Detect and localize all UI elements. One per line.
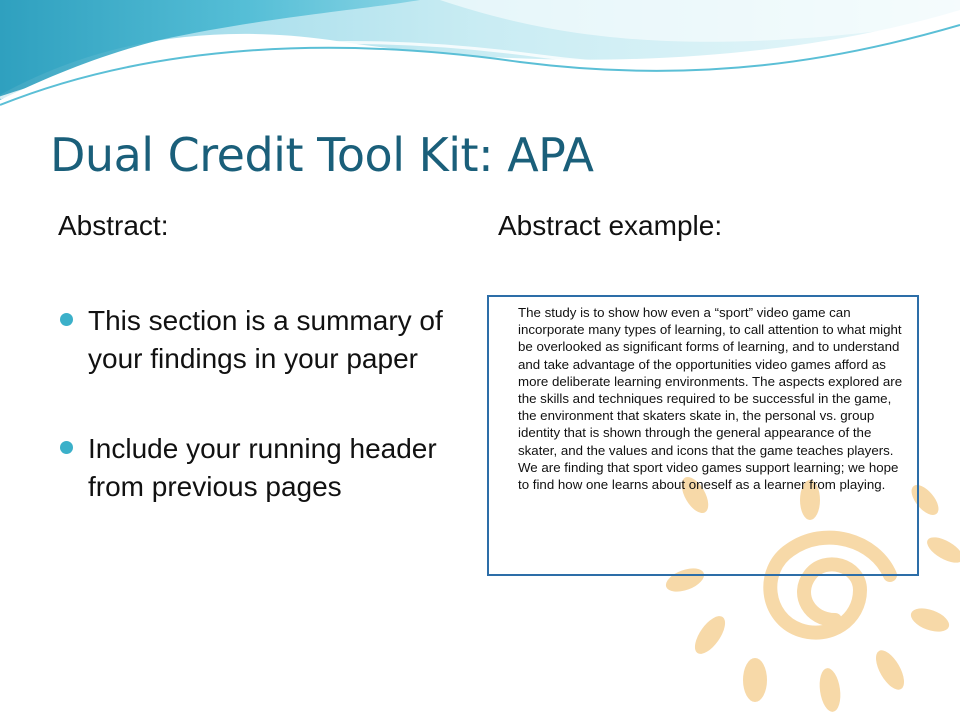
abstract-heading: Abstract: xyxy=(58,210,169,241)
bullet-dot-icon xyxy=(60,313,73,326)
abstract-example-box xyxy=(487,295,919,576)
bullet-item-running-header xyxy=(60,430,480,506)
abstract-example-text: The study is to show how even a “sport” video game can incorporate many types of learning, to call attention to what might be overlooked as significant forms of learning, and to understand and take advantage of the opportunities video games afford as more deliberate learning environments. The aspects explored are the skills and techniques required to be successful in the game, the environment that skaters skate in, the personal vs. group identity that is shown through the general appearance of the skater, and the values and icons that the game teaches players. We are finding that sport video games support learning; we hope to find how one learns about oneself as a learner from playing. xyxy=(518,305,903,493)
bullet-list xyxy=(60,302,480,558)
bullet-text: This section is a summary of your findings in your paper xyxy=(88,305,443,374)
bullet-item-summary xyxy=(60,302,480,378)
bullet-dot-icon xyxy=(60,441,73,454)
header-wave-decoration xyxy=(0,0,960,120)
bullet-text: Include your running header from previous pages xyxy=(88,433,437,502)
slide-title: Dual Credit Tool Kit: APA xyxy=(50,128,594,182)
abstract-example-heading: Abstract example: xyxy=(498,210,723,241)
